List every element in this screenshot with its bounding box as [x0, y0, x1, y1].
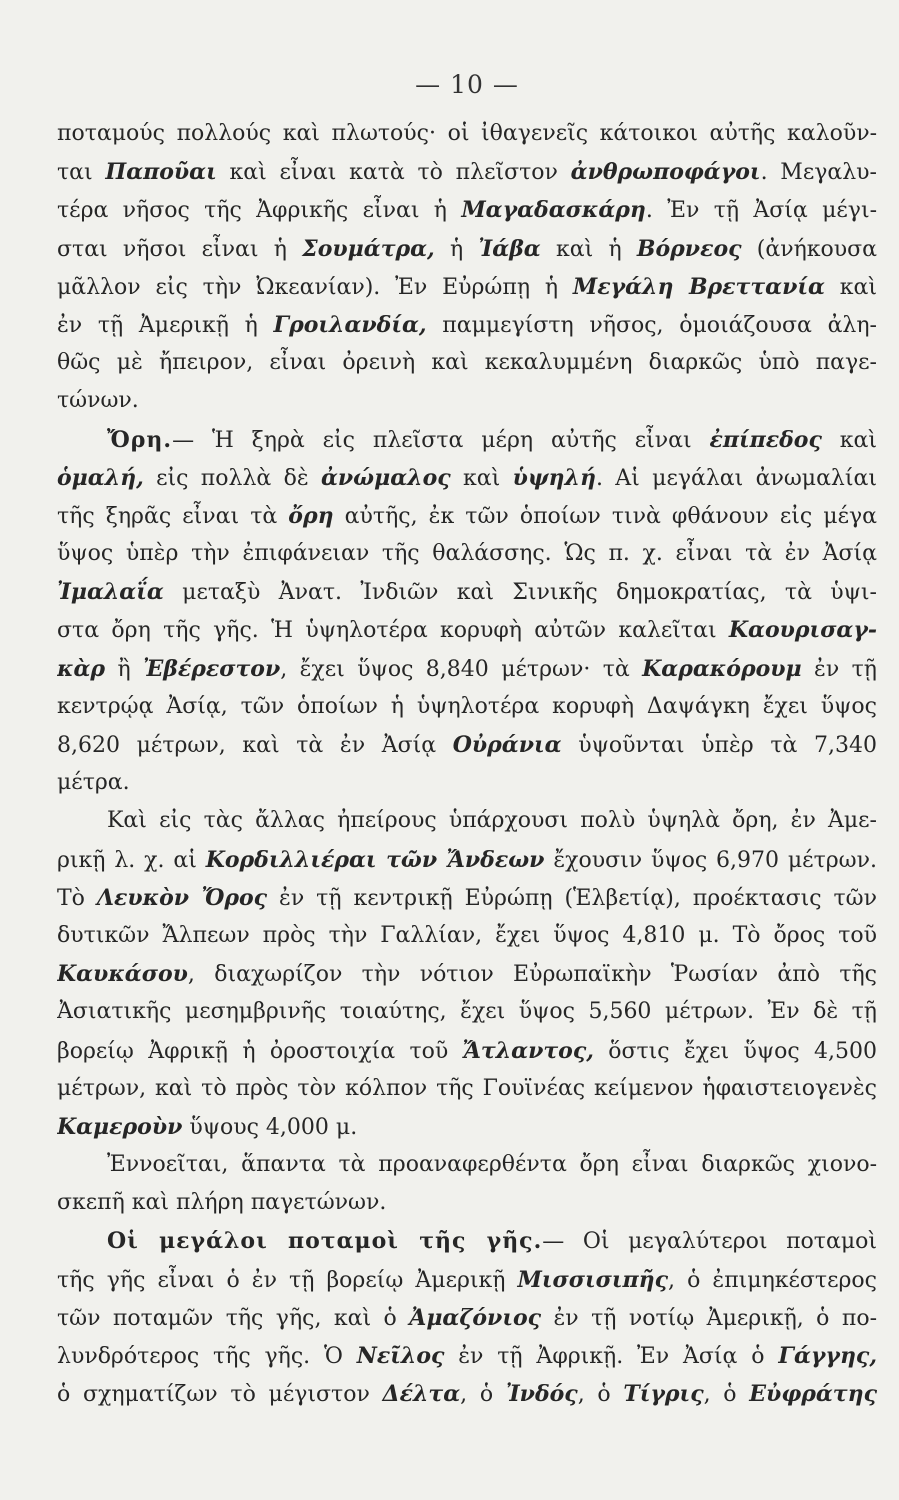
text-run: λυνδρότερος τῆς γῆς. Ὁ — [57, 1344, 357, 1369]
emphasis-term: Καμεροὺν — [57, 1113, 183, 1140]
text-line — [57, 306, 877, 344]
body-text — [57, 115, 877, 1413]
text-run: τώνων. — [57, 388, 139, 414]
text-run: . Ἐν τῇ Ἀσίᾳ μέγι- — [645, 198, 877, 224]
emphasis-term: Καουρισαγ- — [728, 617, 877, 644]
text-run: ὅστις ἔχει ὕψος 4,500 — [593, 1038, 877, 1064]
text-run: θῶς μὲ ἤπειρον, εἶναι ὀρεινὴ καὶ κεκαλυμμένη διαρκῶς ὑπὸ παγε- — [57, 350, 877, 376]
text-run: ὁ σχηματίζων τὸ μέγιστον — [57, 1382, 383, 1408]
text-run: καὶ — [824, 274, 877, 300]
text-run: — Ἡ ξηρὰ εἰς πλεῖστα μέρη αὐτῆς εἶναι — [172, 427, 710, 453]
emphasis-term: ὁμαλή, — [57, 464, 144, 491]
text-line — [57, 1299, 877, 1337]
text-run: 8,620 μέτρων, καὶ τὰ ἐν Ἀσίᾳ — [57, 733, 453, 758]
text-run: , ὁ ἐπιμηκέστερος — [668, 1267, 877, 1293]
text-run: καὶ — [450, 465, 513, 491]
emphasis-term: Ἄτλαντος, — [462, 1037, 594, 1064]
text-line — [57, 421, 877, 459]
text-run: ἐν τῇ Ἀφρικῇ. Ἐν Ἀσίᾳ ὁ — [444, 1344, 779, 1369]
text-run: ἔχουσιν ὕψος 6,970 μέτρων. — [544, 847, 877, 873]
text-run: αὐτῆς, ἐκ τῶν ὁποίων τινὰ φθάνουν εἰς μέγα — [333, 503, 877, 529]
text-run: μέτρα. — [57, 770, 130, 796]
text-run: (ἀνήκουσα — [741, 236, 877, 262]
text-run: δυτικῶν Ἄλπεων πρὸς τὴν Γαλλίαν, ἔχει ὕψος 4,810 μ. Τὸ ὄρος τοῦ — [57, 922, 877, 948]
text-run: καὶ — [821, 427, 877, 453]
text-run: ὕψος ὑπὲρ τὴν ἐπιφάνειαν τῆς θαλάσσης. Ὡς π. χ. εἶναι τὰ ἐν Ἀσίᾳ — [57, 541, 877, 567]
text-run: ρικῇ λ. χ. αἱ — [57, 847, 206, 873]
emphasis-term: ὑψηλή — [512, 464, 596, 491]
text-line — [57, 1261, 877, 1299]
text-line — [57, 764, 877, 802]
emphasis-term: Μεγάλη Βρεττανία — [572, 273, 825, 300]
text-line — [57, 841, 877, 879]
section-heading: Ὄρη. — [107, 426, 173, 453]
emphasis-term: Λευκὸν Ὄρος — [96, 884, 268, 911]
emphasis-term: Εὐφράτης — [749, 1381, 877, 1408]
emphasis-term: Τίγρις — [623, 1381, 704, 1408]
emphasis-term: Γάγγης, — [778, 1343, 877, 1369]
text-line — [57, 115, 877, 153]
text-line — [57, 1146, 877, 1184]
text-line — [57, 955, 877, 993]
text-run: ποταμούς πολλούς καὶ πλωτούς· οἱ ἰθαγενεῖς κάτοικοι αὐτῆς καλοῦν- — [57, 121, 877, 146]
emphasis-term: Κορδιλλιέραι τῶν Ἄνδεων — [205, 846, 545, 873]
emphasis-term: Ἰνδός — [505, 1381, 578, 1408]
text-line — [57, 1184, 877, 1222]
text-run: εἰς πολλὰ δὲ — [143, 465, 321, 491]
emphasis-term: ἀνώμαλος — [320, 464, 451, 491]
text-line — [57, 344, 877, 382]
emphasis-term: Καυκάσου — [57, 961, 188, 988]
text-run: ἐν τῇ — [801, 656, 877, 682]
text-line — [57, 153, 877, 191]
emphasis-term: Ἀμαζόνιος — [409, 1304, 542, 1331]
text-run: καὶ εἶναι κατὰ τὸ πλεῖστον — [216, 160, 571, 186]
text-run: ὕψους 4,000 μ. — [182, 1114, 358, 1140]
text-run: , ἔχει ὕψος 8,840 μέτρων· τὰ — [280, 656, 643, 682]
text-run: . Αἱ μεγάλαι ἀνωμαλίαι — [595, 465, 877, 491]
text-run: ἐν τῇ νοτίῳ Ἀμερικῇ, ὁ πο- — [541, 1305, 877, 1331]
text-line — [57, 1108, 877, 1146]
text-line — [57, 268, 877, 306]
emphasis-term: Οὐράνια — [452, 732, 562, 758]
emphasis-term: Μισσισιπῆς — [517, 1266, 668, 1293]
text-line — [57, 879, 877, 917]
text-run: ἢ — [105, 656, 144, 682]
emphasis-term: Δέλτα — [382, 1381, 461, 1408]
emphasis-term: κὰρ — [57, 655, 106, 682]
text-run: μέτρων, καὶ τὸ πρὸς τὸν κόλπον τῆς Γουϊνέας κείμενον ἡφαιστειογενὲς — [57, 1075, 877, 1101]
emphasis-term: Γροιλανδία, — [273, 311, 427, 338]
text-line — [57, 1337, 877, 1375]
text-line — [57, 611, 877, 649]
text-line — [57, 1222, 877, 1260]
text-line — [57, 993, 877, 1031]
text-line — [57, 650, 877, 688]
emphasis-term: Νεῖλος — [356, 1343, 445, 1369]
emphasis-term: Ἰμαλαΐα — [57, 579, 164, 606]
text-run: Τὸ — [57, 885, 97, 911]
text-run: σται νῆσοι εἶναι ἡ — [57, 236, 303, 262]
text-run: , ὁ — [577, 1382, 624, 1408]
text-line — [57, 1032, 877, 1070]
emphasis-term: Μαγαδασκάρη — [461, 197, 646, 224]
emphasis-term: Σουμάτρα, — [302, 235, 435, 262]
emphasis-term: ἀνθρωποφάγοι — [570, 159, 761, 186]
text-run: μᾶλλον εἰς τὴν Ὠκεανίαν). Ἐν Εὐρώπῃ ἡ — [57, 274, 573, 300]
text-line — [57, 497, 877, 535]
text-run: — Οἱ μεγαλύτεροι ποταμοὶ — [542, 1229, 877, 1255]
text-run: Ἀσιατικῆς μεσημβρινῆς τοιαύτης, ἔχει ὕψος 5,560 μέτρων. Ἐν δὲ τῇ — [57, 999, 877, 1025]
emphasis-term: ὄρη — [288, 502, 334, 529]
text-run: Ἐννοεῖται, ἅπαντα τὰ προαναφερθέντα ὄρη εἶναι διαρκῶς χιονο- — [107, 1152, 877, 1178]
text-run: τῆς ξηρᾶς εἶναι τὰ — [57, 503, 289, 529]
emphasis-term: Ἰάβα — [478, 235, 541, 262]
page-number: — 10 — — [415, 70, 519, 99]
text-run: , ὁ — [703, 1382, 750, 1408]
text-run: . Μεγαλυ- — [760, 160, 877, 186]
text-line — [57, 382, 877, 420]
text-line — [57, 917, 877, 955]
text-run: ἐν τῇ Ἀμερικῇ ἡ — [57, 312, 274, 338]
text-line — [57, 1375, 877, 1413]
text-line — [57, 191, 877, 229]
text-run: βορείῳ Ἀφρικῇ ἡ ὀροστοιχία τοῦ — [57, 1038, 463, 1064]
text-run: σκεπῆ καὶ πλήρη παγετώνων. — [57, 1190, 387, 1216]
text-line — [57, 688, 877, 726]
text-line — [57, 459, 877, 497]
text-run: κεντρῴᾳ Ἀσίᾳ, τῶν ὁποίων ἡ ὑψηλοτέρα κορυφὴ Δαψάγκη ἔχει ὕψος — [57, 693, 877, 719]
emphasis-term: Καρακόρουμ — [642, 655, 802, 682]
text-line — [57, 573, 877, 611]
text-run: , διαχωρίζον τὴν νότιον Εὐρωπαϊκὴν Ῥωσίαν ἀπὸ τῆς — [187, 962, 877, 988]
text-line — [57, 535, 877, 573]
emphasis-term: Βόρνεος — [636, 235, 742, 262]
text-run: καὶ ἡ — [540, 236, 637, 262]
text-run: μεταξὺ Ἀνατ. Ἰνδιῶν καὶ Σινικῆς δημοκρατίας, τὰ ὑψι- — [163, 580, 877, 606]
text-run: τῆς γῆς εἶναι ὁ ἐν τῇ βορείῳ Ἀμερικῇ — [57, 1267, 518, 1293]
text-run: ἡ — [434, 236, 479, 262]
text-line — [57, 1070, 877, 1108]
text-run: στα ὄρη τῆς γῆς. Ἡ ὑψηλοτέρα κορυφὴ αὐτῶν καλεῖται — [57, 618, 729, 644]
emphasis-term: Παποῦαι — [105, 159, 217, 186]
text-line — [57, 802, 877, 840]
text-line — [57, 230, 877, 268]
text-run: ἐν τῇ κεντρικῇ Εὐρώπῃ (Ἑλβετίᾳ), προέκτασις τῶν — [267, 885, 877, 911]
text-run: , ὁ — [460, 1382, 506, 1408]
section-heading: Οἱ μεγάλοι ποταμοὶ τῆς γῆς. — [107, 1228, 543, 1255]
text-run: ται — [57, 160, 106, 186]
text-run: ὑψοῦνται ὑπὲρ τὰ 7,340 — [561, 733, 877, 758]
text-line — [57, 726, 877, 764]
text-run: παμμεγίστη νῆσος, ὁμοιάζουσα ἀλη- — [426, 312, 877, 338]
emphasis-term: Ἐβέρεστον — [143, 655, 281, 682]
text-run: τῶν ποταμῶν τῆς γῆς, καὶ ὁ — [57, 1305, 410, 1331]
text-run: τέρα νῆσος τῆς Ἀφρικῆς εἶναι ἡ — [57, 198, 462, 224]
text-run: Καὶ εἰς τὰς ἄλλας ἠπείρους ὑπάρχουσι πολὺ ὑψηλὰ ὄρη, ἐν Ἀμε- — [107, 808, 877, 834]
emphasis-term: ἐπίπεδος — [709, 426, 822, 453]
